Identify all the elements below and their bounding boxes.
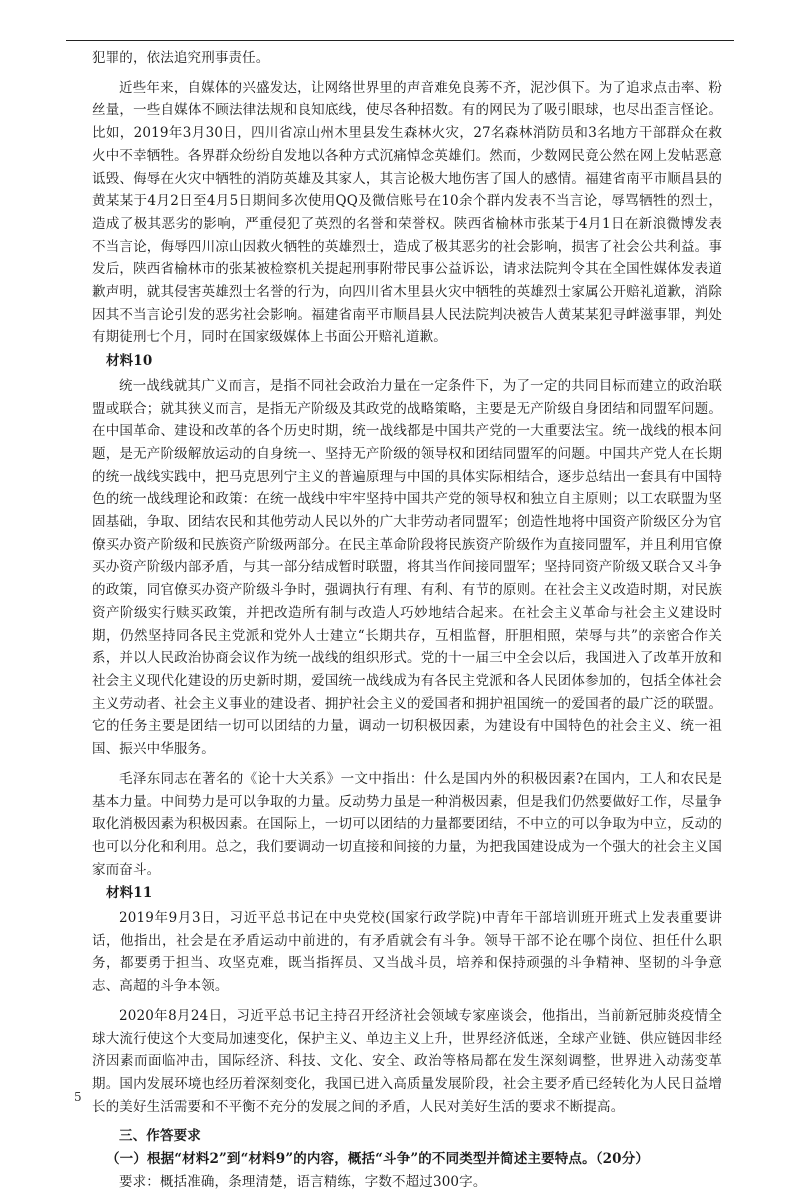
paragraph-mao-ten-relations: 毛泽东同志在著名的《论十大关系》一文中指出：什么是国内外的积极因素?在国内，工人和农民是基本力量。中间势力是可以争取的力量。反动势力虽是一种消极因素，但是我们仍然要做好工作，尽量争取化消极因素为积极因素。在国际上，一切可以团结的力量都要团结，不中立的可以争取为中立，反动的也可以分化和利用。总之，我们要调动一切直接和间接的力量，为把我国建设成为一个强大的社会主义国家而奋斗。	[92, 770, 722, 878]
question-1: （一）根据“材料2”到“材料9”的内容，概括“斗争”的不同类型并简述主要特点。（20分）	[106, 1151, 650, 1168]
paragraph-united-front: 统一战线就其广义而言，是指不同社会政治力量在一定条件下，为了一定的共同目标而建立的政治联盟或联合；就其狭义而言，是指无产阶级及其政党的战略策略，主要是无产阶级自身团结和同盟军问题。在中国革命、建设和改革的各个历史时期，统一战线都是中国共产党的一大重要法宝。统一战线的根本问题，是无产阶级解放运动的自身统一、坚持无产阶级的领导权和团结同盟军的问题。中国共产党人在长期的统一战线实践中，把马克思列宁主义的普遍原理与中国的具体实际相结合，逐步总结出一套具有中国特色的统一战线理论和政策：在统一战线中牢牢坚持中国共产党的领导权和独立自主原则；以工农联盟为坚固基础，争取、团结农民和其他劳动人民以外的广大非劳动者同盟军；创造性地将中国资产阶级区分为官僚买办资产阶级和民族资产阶级两部分。在民主革命阶段将民族资产阶级作为直接同盟军，并且利用官僚买办资产阶级内部矛盾，与其一部分结成暂时联盟，将其当作间接同盟军；坚持同资产阶级又联合又斗争的政策，同官僚买办资产阶级斗争时，强调执行有理、有利、有节的原则。在社会主义改造时期，对民族资产阶级实行赎买政策，并把改造所有制与改造人巧妙地结合起来。在社会主义革命与社会主义建设时期，仍然坚持同各民主党派和党外人士建立“长期共存，互相监督，肝胆相照，荣辱与共”的亲密合作关系，并以人民政治协商会议作为统一战线的组织形式。党的十一届三中全会以后，我国进入了改革开放和社会主义现代化建设的历史新时期，爱国统一战线成为有各民主党派和各人民团体参加的，包括全体社会主义劳动者、社会主义事业的建设者、拥护社会主义的爱国者和拥护祖国统一的爱国者的最广泛的联盟。它的任务主要是团结一切可以团结的力量，调动一切积极因素，为建设有中国特色的社会主义、统一祖国、振兴中华服务。	[92, 377, 722, 758]
paragraph-self-media: 近些年来，自媒体的兴盛发达，让网络世界里的声音难免良莠不齐，泥沙俱下。为了追求点击率、粉丝量，一些自媒体不顾法律法规和良知底线，使尽各种招数。有的网民为了吸引眼球，也尽出歪言怪论。比如，2019年3月30日，四川省凉山州木里县发生森林火灾，27名森林消防员和3名地方干部群众在救火中不幸牺牲。各界群众纷纷自发地以各种方式沉痛悼念英雄们。然而，少数网民竟公然在网上发帖恶意诋毁、侮辱在火灾中牺牲的消防英雄及其家人，其言论极大地伤害了国人的感情。福建省南平市顺昌县的黄某某于4月2日至4月5日期间多次使用QQ及微信账号在10余个群内发表不当言论，辱骂牺牲的烈士，造成了极其恶劣的影响，严重侵犯了英烈的名誉和荣誉权。陕西省榆林市张某于4月1日在新浪微博发表不当言论，侮辱四川凉山因救火牺牲的英雄烈士，造成了极其恶劣的社会影响，损害了社会公共利益。事发后，陕西省榆林市的张某被检察机关提起刑事附带民事公益诉讼，请求法院判令其在全国性媒体发表道歉声明，就其侵害英雄烈士名誉的行为，向四川省木里县火灾中牺牲的英雄烈士家属公开赔礼道歉，消除因其不当言论引发的恶劣社会影响。福建省南平市顺昌县人民法院判决被告人黄某某犯寻衅滋事罪，判处有期徒刑七个月，同时在国家级媒体上书面公开赔礼道歉。	[92, 79, 722, 346]
heading-material-10: 材料10	[106, 353, 153, 370]
page-content	[92, 47, 722, 1193]
header-rule	[66, 40, 734, 41]
question-1-requirements: 要求：概括准确，条理清楚，语言精练，字数不超过300字。	[119, 1173, 487, 1190]
paragraph-economic-symposium: 2020年8月24日，习近平总书记主持召开经济社会领域专家座谈会，他指出，当前新冠肺炎疫情全球大流行使这个大变局加速变化，保护主义、单边主义上升，世界经济低迷，全球产业链、供应链因非经济因素而面临冲击，国际经济、科技、文化、安全、政治等格局都在发生深刻调整，世界进入动荡变革期。国内发展环境也经历着深刻变化，我国已进入高质量发展阶段，社会主要矛盾已经转化为人民日益增长的美好生活需要和不平衡不充分的发展之间的矛盾，人民对美好生活的要求不断提高。	[92, 1007, 722, 1115]
section-title-answer-requirements: 三、作答要求	[119, 1128, 201, 1145]
page-number: 5	[74, 1090, 82, 1104]
paragraph-continuation: 犯罪的，依法追究刑事责任。	[92, 50, 270, 66]
paragraph-party-school-speech: 2019年9月3日，习近平总书记在中央党校(国家行政学院)中青年干部培训班开班式上发表重要讲话，他指出，社会是在矛盾运动中前进的，有矛盾就会有斗争。领导干部不论在哪个岗位、担任什么职务，都要勇于担当、攻坚克难，既当指挥员、又当战斗员，培养和保持顽强的斗争精神、坚韧的斗争意志、高超的斗争本领。	[92, 910, 722, 995]
heading-material-11: 材料11	[106, 885, 153, 902]
